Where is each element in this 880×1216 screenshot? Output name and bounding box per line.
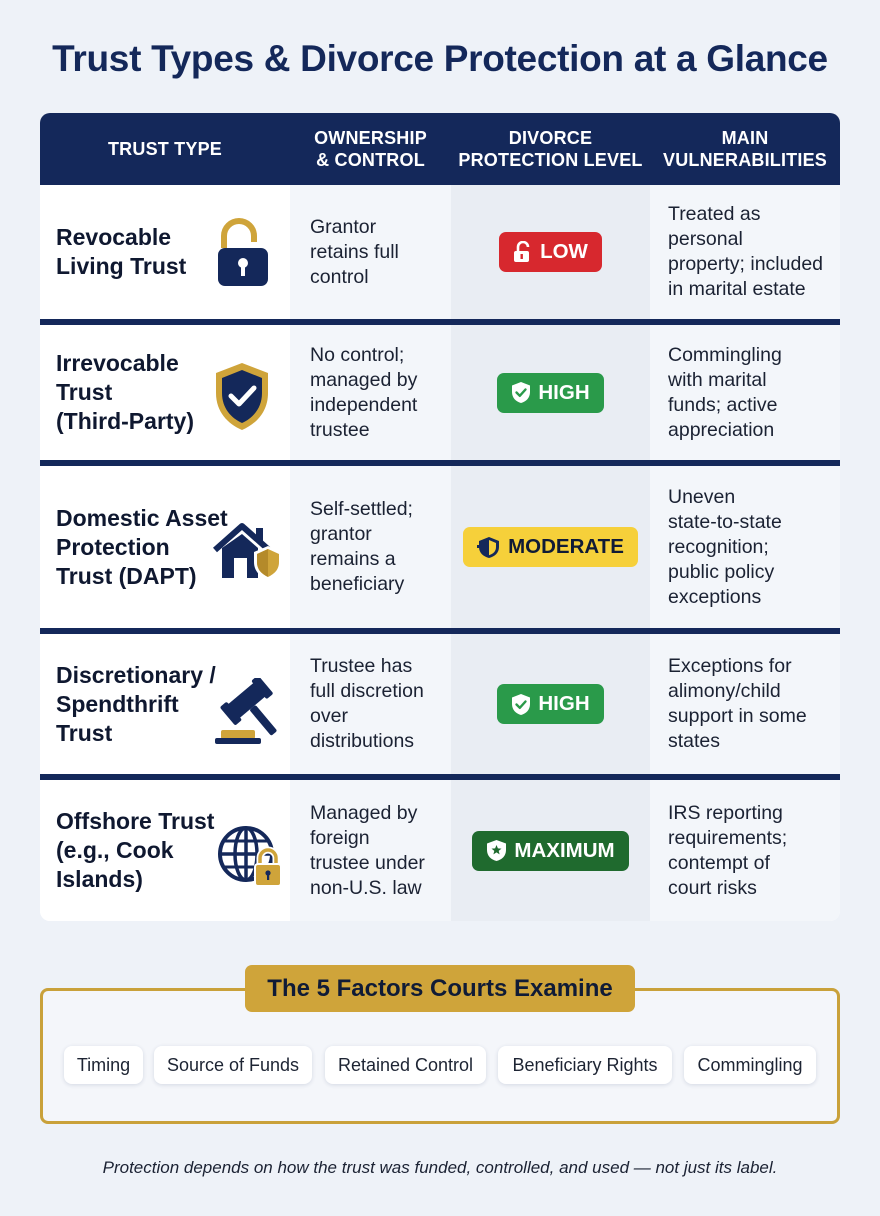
trust-comparison-table — [40, 113, 840, 921]
protection-level-label: MODERATE — [508, 535, 624, 558]
factors-title: The 5 Factors Courts Examine — [245, 965, 635, 1012]
header-protection-level: DIVORCE PROTECTION LEVEL — [458, 128, 643, 170]
trust-type-name: Revocable Living Trust — [56, 224, 187, 279]
protection-badge-high — [497, 373, 603, 413]
ownership-text: Grantor retains full control — [310, 215, 399, 288]
trust-type-name: Domestic Asset Protection Trust (DAPT) — [56, 504, 228, 589]
vulnerabilities-text: Treated as personal property; included in marital estate — [668, 203, 824, 300]
half-shield-icon — [477, 536, 501, 558]
table-header — [40, 113, 840, 185]
trust-type-cell — [40, 634, 290, 774]
table-row — [40, 185, 840, 319]
protection-badge-maximum — [472, 831, 628, 871]
ownership-text: Managed by foreign trustee under non-U.S. law — [310, 801, 425, 899]
ownership-text: Trustee has full discretion over distributions — [310, 655, 424, 752]
page-title: Trust Types & Divorce Protection at a Glance — [52, 38, 828, 79]
header-trust-type: TRUST TYPE — [107, 139, 222, 159]
protection-badge-low — [499, 232, 602, 272]
factor-chip-source-of-funds: Source of Funds — [154, 1046, 312, 1084]
vulnerabilities-text: Uneven state-to-state recognition; public policy exceptions — [668, 485, 782, 608]
trust-type-name: Irrevocable Trust (Third-Party) — [56, 350, 194, 434]
header-vulnerabilities: MAIN VULNERABILITIES — [662, 128, 827, 170]
trust-type-name: Offshore Trust (e.g., Cook Islands) — [56, 808, 215, 892]
factor-chip-commingling: Commingling — [684, 1046, 816, 1084]
factor-chip-beneficiary-rights: Beneficiary Rights — [498, 1046, 672, 1084]
protection-level-label: HIGH — [538, 692, 590, 715]
footnote: Protection depends on how the trust was funded, controlled, and used — not just its label. — [102, 1158, 778, 1177]
protection-level-label: LOW — [540, 240, 588, 263]
protection-badge-high — [497, 684, 603, 724]
shield-check-icon — [511, 381, 531, 404]
unlocked-padlock-icon — [513, 241, 533, 263]
ownership-text: Self-settled; grantor remains a beneficiary — [310, 498, 413, 595]
trust-type-cell — [40, 466, 290, 628]
factor-chips — [64, 1046, 824, 1084]
ownership-text: No control; managed by independent trustee — [310, 343, 418, 441]
protection-badge-moderate — [463, 527, 638, 567]
globe-padlock-icon — [216, 824, 286, 895]
vulnerabilities-text: IRS reporting requirements; contempt of court risks — [668, 801, 788, 899]
shield-star-icon — [486, 839, 507, 862]
protection-level-label: HIGH — [538, 380, 590, 404]
factor-chip-timing: Timing — [64, 1046, 143, 1084]
vulnerabilities-text: Exceptions for alimony/child support in some states — [668, 655, 807, 752]
table-row — [40, 774, 840, 921]
table-row — [40, 628, 840, 774]
factor-chip-retained-control: Retained Control — [325, 1046, 486, 1084]
table-row — [40, 319, 840, 460]
trust-type-cell — [40, 325, 290, 460]
table-row — [40, 460, 840, 628]
vulnerabilities-text: Commingling with marital funds; active appreciation — [668, 343, 782, 441]
trust-type-cell — [40, 780, 290, 921]
header-ownership-control: OWNERSHIP & CONTROL — [314, 128, 427, 170]
protection-level-label: MAXIMUM — [514, 838, 615, 862]
gavel-icon — [207, 678, 283, 751]
shield-check-icon — [511, 693, 531, 716]
shield-check-icon — [212, 360, 272, 437]
trust-type-cell — [40, 185, 290, 319]
trust-type-name: Discretionary / Spendthrift Trust — [56, 661, 216, 746]
open-padlock-icon — [216, 218, 270, 293]
